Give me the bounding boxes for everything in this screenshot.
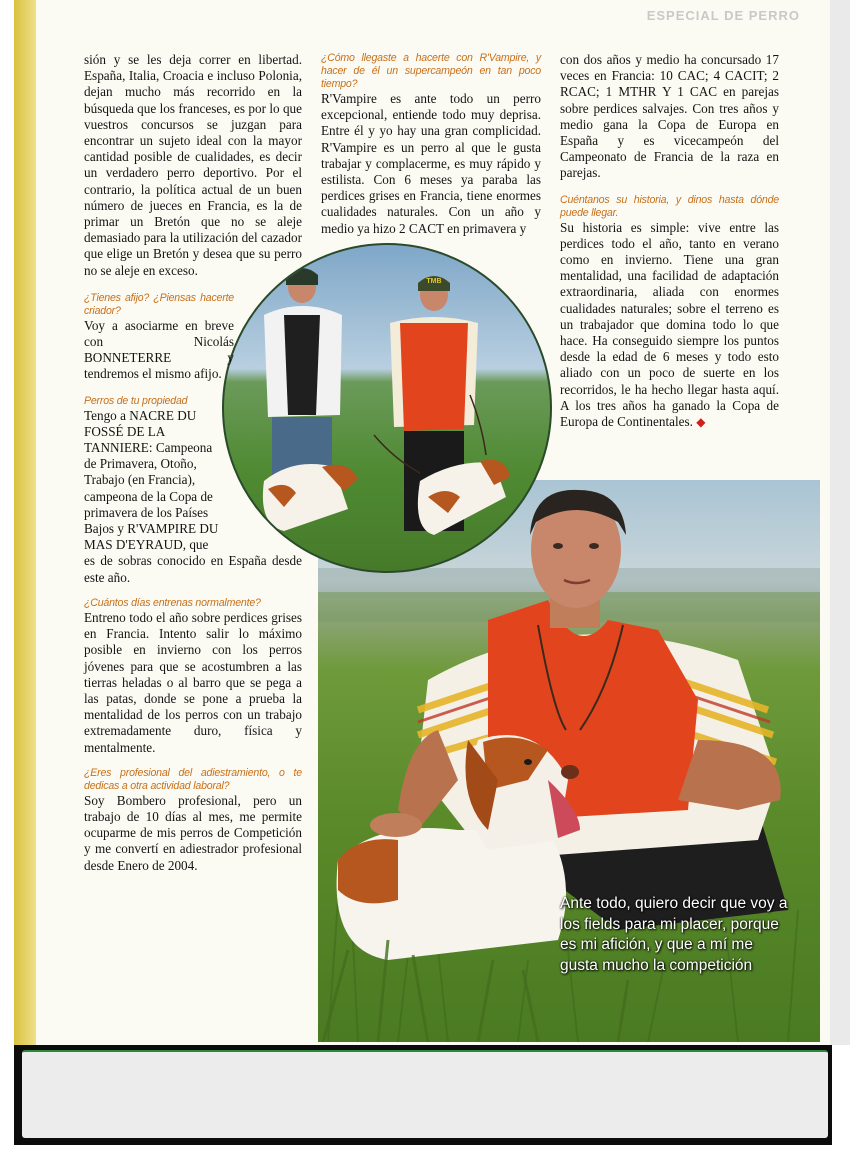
interview-question: ¿Eres profesional del adiestramiento, o te dedicas a otra actividad laboral? [84, 766, 302, 792]
paragraph: con dos años y medio ha concursado 17 veces en Francia: 10 CAC; 4 CACIT; 2 RCAC; 1 MTHR Y 1 CAC en parejas sobre perdices salvajes. Con tres años y medio gana la Copa de Europa en España y es vicecampeón del Campeonato de Francia de la raza en parejas. [560, 52, 779, 181]
paragraph: es de sobras conocido en España desde este año. [84, 553, 302, 585]
show-through-header: ESPECIAL DE PERRO [646, 8, 800, 23]
page-edge [830, 0, 850, 1045]
paragraph: Voy a asociarme en breve con Nicolás BONNETERRE y tendremos el mismo afijo. [84, 317, 234, 382]
paragraph [560, 220, 779, 431]
interview-question: ¿Cuántos días entrenas normalmente? [84, 596, 261, 609]
page-spine [14, 0, 36, 1045]
paragraph: R'Vampire es ante todo un perro excepcional, entiende todo muy deprisa. Entre él y yo hay una gran complicidad. R'Vampire es un perro al que le gusta trabajar y complacerme, es muy rápido y estilista. Con 6 meses ya paraba las perdices grises en Francia, tiene enormes cualidades naturales. Con un año y medio ya hizo 2 CACT en primavera y [321, 91, 541, 236]
interview-question: Cuéntanos su historia, y dinos hasta dónde puede llegar. [560, 193, 779, 219]
scan-blank-strip [22, 1050, 828, 1138]
text-column-3 [560, 52, 779, 430]
text-column-2 [321, 52, 541, 237]
paragraph: Soy Bombero profesional, pero un trabajo de 10 días al mes, me permite ocuparme de mis perros de Competición y me convertí en adiestrador profesional desde Enero de 2004. [84, 792, 302, 873]
paragraph: sión y se les deja correr en libertad. España, Italia, Croacia e incluso Polonia, dejan mucho más recorrido en la búsqueda que los franceses, es por lo que vuestros concursos se juzgan para encontrar un sujeto ideal con la mayor cantidad posible de cualidades, es decir un verdadero perro deportivo. Por el contrario, la política actual de un buen número de jueces en Francia, es la de primar un Bretón que no se aleje demasiado para la utilización del cazador que elige un Bretón y desea que su perro no se aleje en exceso. [84, 52, 302, 278]
interview-question: ¿Tienes afijo? ¿Piensas hacerte criador? [84, 291, 234, 317]
interview-question: Perros de tu propiedad [84, 394, 188, 407]
cap-text: TMB [426, 278, 442, 285]
end-mark-icon: ◆ [696, 415, 706, 430]
paragraph: Entreno todo el año sobre perdices grises en Francia. Intento salir lo máximo posible en invierno con los perros jóvenes para que se acostumbren a las tierras heladas o al barro que se pega a las patas, donde se pone a prueba la mentalidad de los perros con un trabajo extremadamente duro, física y mentalmente. [84, 609, 302, 755]
paragraph: Tengo a NACRE DU FOSSÉ DE LA TANNIERE: Campeona de Primavera, Otoño, Trabajo (en Francia), campeona de la Copa de primavera de los Países Bajos y R'VAMPIRE DU MAS D'EYRAUD, que [84, 407, 219, 553]
text-column-1 [84, 52, 302, 874]
interview-question: ¿Cómo llegaste a hacerte con R'Vampire, y hacer de él un supercampeón en tan poco tiempo? [321, 52, 541, 90]
paragraph-text: Su historia es simple: vive entre las perdices todo el año, tanto en verano como en invierno. Tiene una gran mentalidad, una facilidad de adaptación extraordinaria, aliada con enormes cualidades naturales; sobre el terreno es un trabajador que domina todo lo que hace. Ha conseguido siempre los puntos desde la edad de 6 meses y todo esto aliado con un poco de suerte en los recorridos, le ha hecho llegar hasta aquí. A los tres años ha ganado la Copa de Europa de Continentales. [560, 219, 779, 430]
pull-quote: Ante todo, quiero decir que voy a los fields para mi placer, porque es mi afición, y que a mí me gusta mucho la competición [560, 895, 788, 974]
